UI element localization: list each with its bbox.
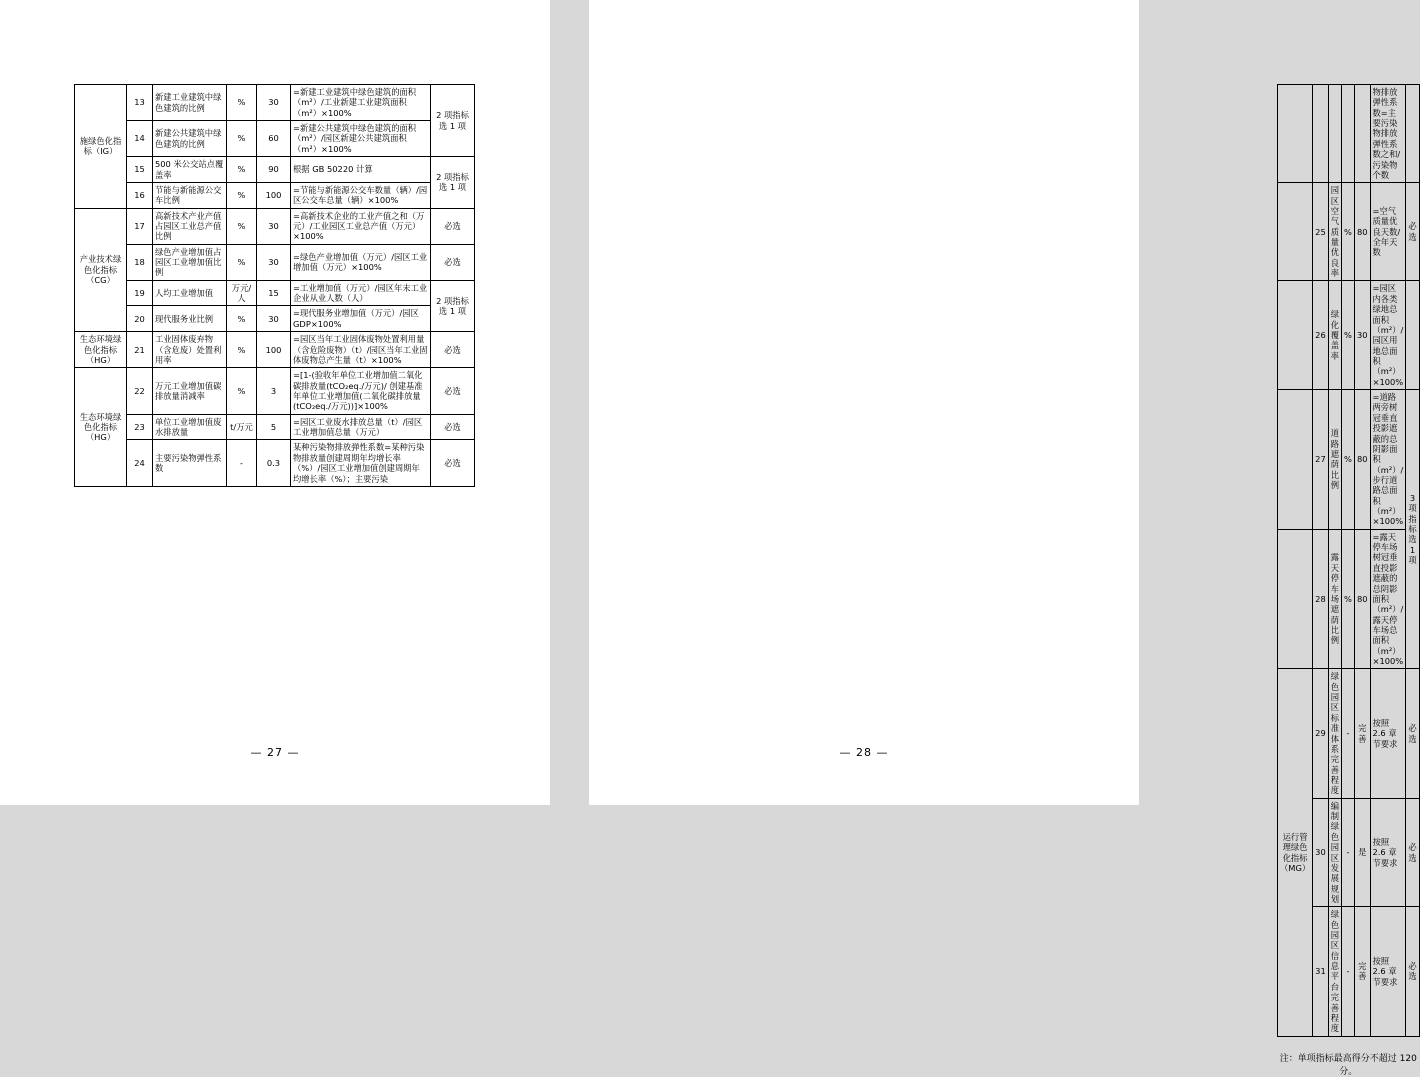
unit-cell: % [1342, 183, 1355, 281]
value-cell: 100 [257, 332, 291, 368]
formula-cell: =园区当年工业固体废物处置利用量（含危险废物）（t）/园区当年工业固体废物总产生量（t）×100% [291, 332, 431, 368]
unit-cell: % [227, 332, 257, 368]
formula-cell: =[1-(验收年单位工业增加值二氧化碳排放量(tCO₂eq./万元)/ 创建基准年单位工业增加值(二氧化碳排放量(tCO₂eq./万元))]×100% [291, 368, 431, 414]
value-cell: 是 [1354, 798, 1370, 907]
unit-cell: % [227, 182, 257, 208]
index-cell: 27 [1313, 390, 1329, 530]
formula-cell: =现代服务业增加值（万元）/园区 GDP×100% [291, 306, 431, 332]
indicator-name-cell: 绿色园区信息平台完善程度 [1328, 907, 1341, 1036]
table-row [75, 368, 475, 414]
category-cell: 运行管理绿色化指标（MG） [1278, 669, 1313, 1036]
formula-cell: =道路两旁树冠垂直投影遮蔽的总阴影面积（m²）/步行道路总面积（m²）×100% [1370, 390, 1406, 530]
attribute-cell: 必选 [1406, 907, 1419, 1036]
attribute-cell: 必选 [431, 368, 475, 414]
attribute-cell: 2 项指标选 1 项 [431, 157, 475, 208]
table-note: 注：单项指标最高得分不超过 120 分。 [1279, 1053, 1417, 1077]
attribute-cell: 必选 [431, 332, 475, 368]
value-cell [1354, 85, 1370, 183]
formula-cell: 物排放弹性系数=主要污染物排放弹性系数之和/污染物个数 [1370, 85, 1406, 183]
unit-cell: % [227, 157, 257, 183]
index-cell: 17 [127, 208, 153, 244]
value-cell: 5 [257, 414, 291, 440]
formula-cell: =工业增加值（万元）/园区年末工业企业从业人数（人） [291, 280, 431, 306]
unit-cell: - [1342, 798, 1355, 907]
value-cell: 完善 [1354, 669, 1370, 798]
formula-cell: 某种污染物排放弹性系数=某种污染物排放量创建周期年均增长率（%）/园区工业增加值创建周期年均增长率（%）；主要污染 [291, 440, 431, 486]
table-row [1278, 669, 1420, 798]
index-cell: 14 [127, 121, 153, 157]
indicator-name-cell: 工业固体废弃物（含危废）处置利用率 [153, 332, 227, 368]
value-cell: 30 [257, 85, 291, 121]
unit-cell: % [227, 244, 257, 280]
attribute-cell: 必选 [1406, 183, 1419, 281]
attribute-cell: 必选 [431, 414, 475, 440]
index-cell: 24 [127, 440, 153, 486]
index-cell: 16 [127, 182, 153, 208]
unit-cell: % [227, 306, 257, 332]
category-cell: 生态环境绿色化指标（HG） [75, 332, 127, 368]
indicator-table-left [74, 84, 475, 487]
indicator-name-cell [1328, 85, 1341, 183]
category-cell [1278, 529, 1313, 669]
left-table-wrapper [74, 84, 475, 487]
right-table-wrapper [1277, 84, 1420, 1077]
indicator-name-cell: 道路遮荫比例 [1328, 390, 1341, 530]
page-number-right: — 28 — [839, 746, 889, 759]
indicator-table-right [1277, 84, 1420, 1037]
value-cell: 30 [1354, 281, 1370, 390]
category-cell: 生态环境绿色化指标（HG） [75, 368, 127, 487]
formula-cell: =空气质量优良天数/全年天数 [1370, 183, 1406, 281]
indicator-name-cell: 500 米公交站点覆盖率 [153, 157, 227, 183]
unit-cell: % [1342, 281, 1355, 390]
value-cell: 0.3 [257, 440, 291, 486]
indicator-name-cell: 新建公共建筑中绿色建筑的比例 [153, 121, 227, 157]
index-cell: 13 [127, 85, 153, 121]
table-row [75, 414, 475, 440]
page-number-left: — 27 — [250, 746, 300, 759]
attribute-cell: 2 项指标选 1 项 [431, 85, 475, 157]
table-row [75, 121, 475, 157]
page-left [0, 0, 550, 805]
unit-cell: % [227, 85, 257, 121]
category-cell [1278, 281, 1313, 390]
unit-cell: - [1342, 669, 1355, 798]
formula-cell: =绿色产业增加值（万元）/园区工业增加值（万元）×100% [291, 244, 431, 280]
value-cell: 30 [257, 208, 291, 244]
formula-cell: =露天停车场树冠垂直投影遮蔽的总阴影面积（m²）/露天停车场总面积（m²）×100% [1370, 529, 1406, 669]
table-row [75, 157, 475, 183]
table-row [75, 440, 475, 486]
formula-cell: 按照 2.6 章节要求 [1370, 798, 1406, 907]
category-cell [1278, 390, 1313, 530]
index-cell: 25 [1313, 183, 1329, 281]
indicator-name-cell: 节能与新能源公交车比例 [153, 182, 227, 208]
category-cell [1278, 183, 1313, 281]
table-row [75, 182, 475, 208]
value-cell: 完善 [1354, 907, 1370, 1036]
index-cell: 20 [127, 306, 153, 332]
indicator-name-cell: 现代服务业比例 [153, 306, 227, 332]
table-row [75, 244, 475, 280]
index-cell: 29 [1313, 669, 1329, 798]
formula-cell: 按照 2.6 章节要求 [1370, 669, 1406, 798]
table-row [75, 306, 475, 332]
index-cell: 18 [127, 244, 153, 280]
formula-cell: =高新技术企业的工业产值之和（万元）/工业园区工业总产值（万元）×100% [291, 208, 431, 244]
index-cell: 22 [127, 368, 153, 414]
table-row [75, 332, 475, 368]
formula-cell: =节能与新能源公交车数量（辆）/园区公交车总量（辆）×100% [291, 182, 431, 208]
formula-cell: =新建公共建筑中绿色建筑的面积（m²）/园区新建公共建筑面积（m²）×100% [291, 121, 431, 157]
attribute-cell: 必选 [431, 440, 475, 486]
table-row [75, 85, 475, 121]
value-cell: 30 [257, 244, 291, 280]
indicator-name-cell: 绿化覆盖率 [1328, 281, 1341, 390]
table-row [1278, 529, 1420, 669]
indicator-name-cell: 主要污染物弹性系数 [153, 440, 227, 486]
indicator-name-cell: 编制绿色园区发展规划 [1328, 798, 1341, 907]
value-cell: 80 [1354, 183, 1370, 281]
unit-cell: % [227, 368, 257, 414]
index-cell: 28 [1313, 529, 1329, 669]
index-cell: 15 [127, 157, 153, 183]
index-cell: 26 [1313, 281, 1329, 390]
category-cell: 产业技术绿色化指标（CG） [75, 208, 127, 332]
indicator-name-cell: 园区空气质量优良率 [1328, 183, 1341, 281]
unit-cell: 万元/人 [227, 280, 257, 306]
formula-cell: 按照 2.6 章节要求 [1370, 907, 1406, 1036]
unit-cell: t/万元 [227, 414, 257, 440]
index-cell [1313, 85, 1329, 183]
index-cell: 19 [127, 280, 153, 306]
indicator-name-cell: 万元工业增加值碳排放量消减率 [153, 368, 227, 414]
formula-cell: =园区内各类绿地总面积（m²）/园区用地总面积（m²）×100% [1370, 281, 1406, 390]
table-row [1278, 85, 1420, 183]
unit-cell: - [227, 440, 257, 486]
table-row [75, 208, 475, 244]
unit-cell [1342, 85, 1355, 183]
indicator-name-cell: 人均工业增加值 [153, 280, 227, 306]
unit-cell: % [1342, 529, 1355, 669]
value-cell: 30 [257, 306, 291, 332]
attribute-cell [1406, 281, 1419, 390]
value-cell: 60 [257, 121, 291, 157]
value-cell: 15 [257, 280, 291, 306]
unit-cell: - [1342, 907, 1355, 1036]
attribute-cell [1406, 85, 1419, 183]
unit-cell: % [227, 121, 257, 157]
attribute-cell: 必选 [1406, 798, 1419, 907]
indicator-name-cell: 露天停车场遮荫比例 [1328, 529, 1341, 669]
table-row [1278, 183, 1420, 281]
index-cell: 21 [127, 332, 153, 368]
value-cell: 100 [257, 182, 291, 208]
index-cell: 31 [1313, 907, 1329, 1036]
indicator-name-cell: 绿色园区标准体系完善程度 [1328, 669, 1341, 798]
attribute-cell: 2 项指标选 1 项 [431, 280, 475, 331]
attribute-cell: 必选 [431, 244, 475, 280]
indicator-name-cell: 单位工业增加值废水排放量 [153, 414, 227, 440]
formula-cell: =新建工业建筑中绿色建筑的面积（m²）/工业新建工业建筑面积（m²）×100% [291, 85, 431, 121]
value-cell: 80 [1354, 529, 1370, 669]
attribute-cell: 必选 [431, 208, 475, 244]
value-cell: 90 [257, 157, 291, 183]
table-row [1278, 281, 1420, 390]
table-row [1278, 390, 1420, 530]
formula-cell: =园区工业废水排放总量（t）/园区工业增加值总量（万元） [291, 414, 431, 440]
unit-cell: % [227, 208, 257, 244]
category-cell [1278, 85, 1313, 183]
indicator-name-cell: 绿色产业增加值占园区工业增加值比例 [153, 244, 227, 280]
table-row [75, 280, 475, 306]
attribute-cell: 必选 [1406, 669, 1419, 798]
value-cell: 80 [1354, 390, 1370, 530]
indicator-name-cell: 高新技术产业产值占园区工业总产值比例 [153, 208, 227, 244]
value-cell: 3 [257, 368, 291, 414]
index-cell: 30 [1313, 798, 1329, 907]
category-cell: 施绿色化指标（IG） [75, 85, 127, 209]
index-cell: 23 [127, 414, 153, 440]
page-right [589, 0, 1417, 1077]
indicator-name-cell: 新建工业建筑中绿色建筑的比例 [153, 85, 227, 121]
attribute-cell: 3 项指标选 1 项 [1406, 390, 1419, 669]
unit-cell: % [1342, 390, 1355, 530]
formula-cell: 根据 GB 50220 计算 [291, 157, 431, 183]
